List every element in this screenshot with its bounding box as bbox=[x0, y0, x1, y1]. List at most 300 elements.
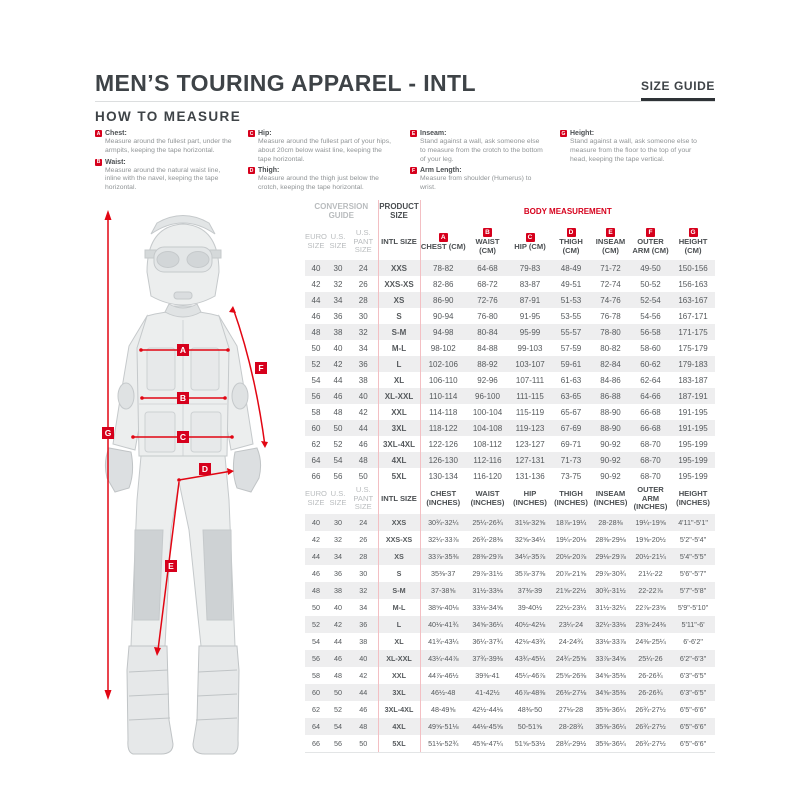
pants bbox=[131, 456, 235, 646]
table-cell: 58 bbox=[312, 671, 320, 680]
table-cell: 48 bbox=[305, 582, 327, 599]
table-cell: 46 bbox=[327, 650, 349, 667]
table-cell: 88-92 bbox=[466, 356, 509, 372]
table-cell: 24 bbox=[349, 514, 378, 531]
table-cell: 48 bbox=[334, 671, 342, 680]
measure-name: Waist: bbox=[105, 158, 126, 166]
column-header: U.S. PANT SIZE bbox=[353, 227, 374, 255]
table-cell: 103-107 bbox=[509, 356, 551, 372]
column-header: HIP (INCHES) bbox=[513, 489, 547, 507]
table-cell: 20½-21¼ bbox=[630, 548, 671, 565]
table-cell: 114-118 bbox=[429, 407, 458, 417]
table-cell: 44⅛-45⅝ bbox=[466, 718, 509, 735]
table-cell: 29⅛-29⅞ bbox=[591, 548, 630, 565]
column-header: INTL SIZE bbox=[378, 224, 420, 260]
measure-instruction-head bbox=[248, 167, 394, 174]
table-cell: 23⅝-24⅜ bbox=[630, 616, 671, 633]
letter-badge: A bbox=[96, 130, 101, 137]
column-letter-badge: E bbox=[606, 228, 615, 237]
how-to-measure-instructions bbox=[95, 130, 720, 196]
measure-instruction-head bbox=[95, 159, 232, 166]
table-cell: 80-82 bbox=[600, 343, 621, 353]
table-cell: 19⅝-20½ bbox=[635, 535, 666, 544]
column-letter-badge: B bbox=[483, 228, 492, 237]
table-cell: 90-92 bbox=[600, 471, 621, 481]
table-cell: 111-115 bbox=[509, 388, 551, 404]
table-cell: 32⅝-34¼ bbox=[514, 535, 546, 544]
table-cell: 33⅞-34⅝ bbox=[591, 650, 630, 667]
table-cell: 88-90 bbox=[600, 407, 621, 417]
table-row bbox=[305, 531, 715, 548]
table-cell: 29⅞-31½ bbox=[472, 569, 503, 578]
table-cell: 37⅜-39 bbox=[509, 582, 551, 599]
htm-column-2 bbox=[410, 130, 560, 196]
table-cell: 36 bbox=[333, 311, 343, 321]
table-cell: 54-56 bbox=[640, 311, 661, 321]
table-cell: 38 bbox=[358, 375, 368, 385]
table-cell: XXL bbox=[378, 404, 420, 420]
table-cell: 64-68 bbox=[466, 260, 509, 276]
measure-instruction-head bbox=[560, 130, 704, 137]
table-cell: 5'9"-5'10" bbox=[677, 603, 709, 612]
measure-name: Thigh: bbox=[258, 167, 280, 175]
table-cell: 48-49 bbox=[551, 260, 591, 276]
table-cell: 102-106 bbox=[420, 356, 466, 372]
table-cell: 36 bbox=[349, 616, 378, 633]
table-cell: 62 bbox=[311, 439, 321, 449]
table-cell: 42 bbox=[312, 535, 320, 544]
table-cell: 131-136 bbox=[515, 471, 545, 481]
table-cell: 3XL bbox=[378, 420, 420, 436]
table-cell: 96-100 bbox=[466, 388, 509, 404]
table-cell: 59-61 bbox=[551, 356, 591, 372]
table-cell: 63-65 bbox=[551, 388, 591, 404]
table-cell: 45⅝-47¼ bbox=[466, 735, 509, 753]
table-cell: 54 bbox=[327, 718, 349, 735]
table-cell: 28⅜-29⅞ bbox=[466, 548, 509, 565]
measure-instruction-head bbox=[248, 130, 394, 137]
table-cell: 6'2"-6'3" bbox=[671, 650, 715, 667]
letter-badge: F bbox=[411, 167, 416, 174]
size-guide-tab bbox=[641, 79, 715, 101]
table-cell: XXS-XS bbox=[378, 276, 420, 292]
table-cell: 19¼-20⅛ bbox=[555, 535, 587, 544]
table-cell: 3XL bbox=[378, 684, 420, 701]
measure-description: Measure around the fullest part, under the armpits, keeping the tape horizontal. bbox=[105, 138, 232, 154]
svg-text:C: C bbox=[179, 432, 187, 442]
table-cell: 53-55 bbox=[560, 311, 582, 321]
measure-description: Stand against a wall, ask someone else to measure from the crotch to the bottom of your leg. bbox=[420, 138, 543, 163]
measure-instruction bbox=[95, 130, 248, 156]
table-cell: 156-163 bbox=[678, 279, 708, 289]
body-measurement-header: BODY MEASUREMENT bbox=[523, 206, 612, 216]
table-cell: 54 bbox=[311, 375, 321, 385]
measurement-figure bbox=[95, 200, 295, 760]
table-cell: 26-26¾ bbox=[638, 671, 663, 680]
letter-badge: D bbox=[249, 167, 254, 174]
table-cell: 3XL-4XL bbox=[378, 701, 420, 718]
table-cell: 40 bbox=[349, 650, 378, 667]
table-cell: 24⅜-25¼ bbox=[635, 637, 666, 646]
table-cell: S bbox=[378, 565, 420, 582]
table-cell: 130-134 bbox=[428, 471, 458, 481]
table-cell: 28 bbox=[349, 292, 378, 308]
table-cell: 6'3"-6'5" bbox=[671, 684, 715, 701]
table-cell: 92-96 bbox=[477, 375, 498, 385]
table-cell: M-L bbox=[378, 340, 420, 356]
table-cell: 49-50 bbox=[630, 260, 671, 276]
table-cell: M-L bbox=[378, 599, 420, 616]
column-letter-badge: D bbox=[567, 228, 576, 237]
table-cell: 118-122 bbox=[420, 420, 466, 436]
table-cell: 54 bbox=[312, 637, 320, 646]
table-cell: S-M bbox=[378, 582, 420, 599]
table-cell: 5'4"-5'5" bbox=[671, 548, 715, 565]
table-cell: XL bbox=[378, 633, 420, 650]
table-cell: 66 bbox=[311, 471, 321, 481]
table-cell: 69-71 bbox=[560, 439, 582, 449]
table-cell: 31½-33⅛ bbox=[466, 582, 509, 599]
table-cell: 48⅜-50 bbox=[517, 705, 543, 714]
column-header: D THIGH (CM) bbox=[559, 229, 583, 256]
column-letter-badge: G bbox=[690, 229, 696, 237]
table-row bbox=[305, 599, 715, 616]
table-cell: 23¼-24 bbox=[551, 616, 591, 633]
letter-badge: G bbox=[561, 130, 566, 137]
measure-instruction-head bbox=[410, 167, 544, 174]
table-cell: 191-195 bbox=[678, 407, 708, 417]
measure-description: Measure around the fullest part of your hips, about 20cm below waist line, keeping the tape horizontal. bbox=[258, 138, 391, 163]
table-cell: 29⅞-30¾ bbox=[595, 569, 626, 578]
table-cell: XL-XXL bbox=[378, 388, 420, 404]
table-cell: 44 bbox=[333, 375, 343, 385]
table-cell: 71-72 bbox=[591, 260, 630, 276]
table-cell: 34 bbox=[359, 603, 368, 612]
table-cell: 26¾-28⅜ bbox=[472, 535, 503, 544]
table-cell: 119-123 bbox=[509, 420, 551, 436]
measure-instruction bbox=[248, 130, 410, 164]
svg-text:E: E bbox=[168, 561, 174, 571]
table-cell: 123-127 bbox=[515, 439, 545, 449]
table-cell: L bbox=[378, 356, 420, 372]
table-cell: 100-104 bbox=[472, 407, 503, 417]
table-cell: 6'5"-6'6" bbox=[671, 718, 715, 735]
table-cell: 28-28¾ bbox=[551, 718, 591, 735]
boots bbox=[127, 646, 239, 754]
table-cell: 6'5"-6'6" bbox=[671, 735, 715, 753]
column-header: INTL SIZE bbox=[378, 484, 420, 514]
table-cell: L bbox=[378, 616, 420, 633]
table-cell: 40 bbox=[333, 343, 343, 353]
column-letter-badge: C bbox=[526, 233, 535, 242]
table-cell: 44 bbox=[334, 637, 342, 646]
table-cell: 30 bbox=[327, 514, 349, 531]
column-header: B WAIST (CM) bbox=[475, 229, 500, 256]
table-cell: 39⅜-41 bbox=[475, 671, 500, 680]
table-cell: 3XL-4XL bbox=[378, 436, 420, 452]
table-row bbox=[305, 420, 715, 436]
table-cell: XXS-XS bbox=[378, 531, 420, 548]
table-cell: 126-130 bbox=[420, 452, 466, 468]
table-row bbox=[305, 718, 715, 735]
table-cell: 80-84 bbox=[466, 324, 509, 340]
measure-instruction bbox=[95, 159, 248, 193]
table-cell: 35⅜-36¼ bbox=[591, 735, 630, 753]
table-cell: 5'2"-5'4" bbox=[679, 535, 707, 544]
table-cell: 54 bbox=[327, 452, 349, 468]
table-cell: 26-26¾ bbox=[630, 684, 671, 701]
measure-instruction bbox=[410, 167, 560, 193]
table-cell: 56 bbox=[305, 388, 327, 404]
table-cell: 31½-32¼ bbox=[595, 603, 626, 612]
table-cell: 44⅞-46½ bbox=[428, 671, 459, 680]
column-header: U.S. SIZE bbox=[329, 489, 347, 507]
table-cell: 68-70 bbox=[640, 471, 661, 481]
table-cell: 40½-42⅛ bbox=[509, 616, 551, 633]
table-row bbox=[305, 324, 715, 340]
table-cell: 66 bbox=[305, 735, 327, 753]
table-row bbox=[305, 292, 715, 308]
letter-badge: B bbox=[96, 159, 101, 166]
column-header: E INSEAM (CM) bbox=[595, 229, 626, 256]
measure-description: Measure around the natural waist line, inline with the navel, keeping the tape horizontal. bbox=[105, 166, 221, 192]
table-cell: 64 bbox=[305, 452, 327, 468]
table-cell: 40 bbox=[334, 603, 342, 612]
table-cell: 82-86 bbox=[433, 279, 454, 289]
table-row bbox=[305, 404, 715, 420]
table-cell: 42½-44⅛ bbox=[472, 705, 503, 714]
table-cell: 35⅜-36¼ bbox=[595, 705, 626, 714]
table-cell: 52 bbox=[333, 439, 343, 449]
table-cell: 51-53 bbox=[551, 292, 591, 308]
table-cell: 107-111 bbox=[515, 375, 545, 385]
table-cell: 38⅝-40⅛ bbox=[428, 603, 459, 612]
table-cell: 33⅛-34⅝ bbox=[472, 603, 503, 612]
table-cell: 64 bbox=[305, 718, 327, 735]
column-header: HEIGHT (INCHES) bbox=[676, 489, 710, 507]
table-row bbox=[305, 616, 715, 633]
measure-instruction-head bbox=[410, 130, 544, 137]
table-cell: 20⅞-21⅝ bbox=[555, 569, 587, 578]
table-cell: 24 bbox=[349, 260, 378, 276]
measure-description: Measure from shoulder (Humerus) to wrist. bbox=[420, 175, 532, 192]
table-cell: 6'3"-6'5" bbox=[679, 671, 707, 680]
table-cell: 68-70 bbox=[640, 439, 661, 449]
table-cell: 56 bbox=[305, 650, 327, 667]
table-cell: 46 bbox=[327, 388, 349, 404]
table-cell: 43¼-44⅞ bbox=[420, 650, 466, 667]
table-cell: 22⅞-23⅝ bbox=[635, 603, 666, 612]
table-cell: 42 bbox=[358, 407, 368, 417]
table-cell: 24-24¾ bbox=[558, 637, 584, 646]
table-group-header-row bbox=[305, 200, 715, 224]
table-cell: XS bbox=[378, 548, 420, 565]
how-to-measure-heading: HOW TO MEASURE bbox=[95, 109, 242, 124]
table-cell: 91-95 bbox=[519, 311, 541, 321]
table-cell: 5'6"-5'7" bbox=[679, 569, 707, 578]
table-cell: 32¼-33⅛ bbox=[591, 616, 630, 633]
table-cell: 67-69 bbox=[551, 420, 591, 436]
table-cell: 37-38⅝ bbox=[420, 582, 466, 599]
table-cell: 195-199 bbox=[671, 452, 715, 468]
table-cell: 6'5"-6'6" bbox=[679, 705, 707, 714]
table-cell: 26⅜-27⅛ bbox=[551, 684, 591, 701]
table-row bbox=[305, 701, 715, 718]
table-cell: 62-64 bbox=[640, 375, 661, 385]
table-cell: S-M bbox=[378, 324, 420, 340]
table-cell: 64-66 bbox=[630, 388, 671, 404]
size-table-head bbox=[305, 200, 715, 224]
table-cell: 76-78 bbox=[600, 311, 621, 321]
table-cell: 44 bbox=[349, 684, 378, 701]
table-cell: 50-52 bbox=[640, 279, 661, 289]
measure-name: Arm Length: bbox=[420, 167, 462, 175]
measure-name: Chest: bbox=[105, 130, 127, 137]
table-cell: 71-73 bbox=[551, 452, 591, 468]
table-cell: 33⅛-33⅞ bbox=[595, 637, 626, 646]
table-cell: 90-92 bbox=[600, 439, 621, 449]
table-cell: 56 bbox=[327, 735, 349, 753]
table-cell: 50 bbox=[349, 735, 378, 753]
column-header: A CHEST (CM) bbox=[420, 233, 466, 251]
table-cell: 61-63 bbox=[560, 375, 582, 385]
table-cell: 30 bbox=[358, 311, 368, 321]
table-cell: 26¾-27½ bbox=[630, 718, 671, 735]
table-cell: 90-92 bbox=[591, 452, 630, 468]
table-cell: 21¼-22 bbox=[638, 569, 663, 578]
measure-description: Measure around the thigh just below the crotch, keeping the tape horizontal. bbox=[258, 175, 379, 192]
table-cell: 46 bbox=[311, 311, 321, 321]
table-cell: 30 bbox=[327, 260, 349, 276]
table-cell: 35⅜-37 bbox=[431, 569, 456, 578]
page-title: MEN’S TOURING APPAREL - INTL bbox=[95, 70, 476, 96]
table-row bbox=[305, 372, 715, 388]
table-cell: 48 bbox=[333, 407, 343, 417]
table-cell: 34¼-35⅞ bbox=[509, 548, 551, 565]
table-cell: 60 bbox=[305, 684, 327, 701]
table-cell: 56 bbox=[333, 471, 343, 481]
table-cell: 171-175 bbox=[671, 324, 715, 340]
column-header: OUTER ARM (INCHES) bbox=[633, 484, 668, 512]
table-cell: 30 bbox=[359, 569, 368, 578]
table-cell: 50-51⅝ bbox=[509, 718, 551, 735]
table-row bbox=[305, 308, 715, 324]
table-cell: 28-28⅜ bbox=[591, 514, 630, 531]
letter-badge: E bbox=[411, 130, 416, 137]
table-cell: 37¾-39⅜ bbox=[466, 650, 509, 667]
table-cell: 57-59 bbox=[560, 343, 582, 353]
table-cell: 40 bbox=[305, 260, 327, 276]
table-cell: S bbox=[378, 308, 420, 324]
table-cell: 55-57 bbox=[551, 324, 591, 340]
table-cell: 43¾-45¼ bbox=[509, 650, 551, 667]
table-cell: 46 bbox=[312, 569, 320, 578]
table-cell: 95-99 bbox=[509, 324, 551, 340]
table-cell: XS bbox=[378, 292, 420, 308]
column-header: C HIP (CM) bbox=[514, 233, 546, 251]
figure-label-waist bbox=[177, 392, 189, 404]
table-cell: 84-88 bbox=[477, 343, 498, 353]
table-cell: 78-80 bbox=[591, 324, 630, 340]
column-letter-badge: A bbox=[439, 233, 448, 242]
table-row bbox=[305, 650, 715, 667]
table-cell: 5XL bbox=[378, 735, 420, 753]
table-row bbox=[305, 340, 715, 356]
table-row bbox=[305, 565, 715, 582]
table-cell: 46½-48 bbox=[420, 684, 466, 701]
table-cell: 34 bbox=[327, 548, 349, 565]
table-cell: 73-75 bbox=[560, 471, 582, 481]
table-cell: 60 bbox=[305, 420, 327, 436]
column-header: THIGH (INCHES) bbox=[554, 489, 588, 507]
table-cell: 74-76 bbox=[591, 292, 630, 308]
table-cell: 98-102 bbox=[430, 343, 456, 353]
table-cell: 179-183 bbox=[671, 356, 715, 372]
table-cell: 21⅝-22½ bbox=[551, 582, 591, 599]
table-cell: 44 bbox=[349, 420, 378, 436]
table-cell: 50 bbox=[358, 471, 368, 481]
table-cell: XXL bbox=[378, 667, 420, 684]
table-cell: 40 bbox=[305, 514, 327, 531]
table-row bbox=[305, 356, 715, 372]
table-cell: 86-90 bbox=[420, 292, 466, 308]
table-cell: 104-108 bbox=[466, 420, 509, 436]
figure-label-inseam bbox=[165, 560, 177, 572]
table-row bbox=[305, 548, 715, 565]
column-header: U.S. SIZE bbox=[329, 232, 347, 250]
table-cell: 44 bbox=[305, 292, 327, 308]
table-cell: 195-199 bbox=[678, 439, 708, 449]
figure-label-chest bbox=[177, 344, 189, 356]
table-cell: 76-80 bbox=[477, 311, 498, 321]
table-cell: 34 bbox=[327, 292, 349, 308]
table-cell: 45¼-46⅞ bbox=[514, 671, 546, 680]
table-cell: 167-171 bbox=[678, 311, 708, 321]
table-cell: 195-199 bbox=[678, 471, 708, 481]
htm-column-1 bbox=[248, 130, 410, 196]
column-header: INSEAM (INCHES) bbox=[593, 489, 628, 507]
table-cell: 38 bbox=[327, 582, 349, 599]
table-cell: 28⅜-29⅛ bbox=[595, 535, 626, 544]
size-guide-label: SIZE GUIDE bbox=[640, 79, 715, 93]
table-cell: 52 bbox=[305, 616, 327, 633]
size-table bbox=[305, 200, 715, 753]
table-cell: 27⅛-28 bbox=[558, 705, 584, 714]
measure-name: Inseam: bbox=[420, 130, 447, 137]
table-cell: 65-67 bbox=[560, 407, 582, 417]
table-cell: 116-120 bbox=[473, 471, 502, 481]
header-divider bbox=[95, 101, 715, 102]
table-cell: 4XL bbox=[378, 718, 420, 735]
table-cell: 112-116 bbox=[466, 452, 509, 468]
table-cell: 26¾-27½ bbox=[630, 735, 671, 753]
table-cell: 42⅛-43¾ bbox=[514, 637, 546, 646]
table-cell: 46 bbox=[358, 439, 368, 449]
table-cell: 41-42½ bbox=[466, 684, 509, 701]
table-cell: 88-90 bbox=[591, 420, 630, 436]
table-cell: 33⅞-35⅜ bbox=[420, 548, 466, 565]
measure-instruction bbox=[410, 130, 560, 164]
table-cell: 4'11"-5'1" bbox=[671, 514, 715, 531]
table-cell: 40⅛-41¾ bbox=[420, 616, 466, 633]
figure-label-arm bbox=[255, 362, 267, 374]
table-cell: XXS bbox=[378, 514, 420, 531]
measure-description: Stand against a wall, ask someone else to measure from the floor to the top of your head, keeping the tape vertical. bbox=[570, 138, 697, 163]
table-cell: 46⅞-48⅜ bbox=[509, 684, 551, 701]
table-row bbox=[305, 633, 715, 650]
table-cell: 49⅝-51⅛ bbox=[420, 718, 466, 735]
table-cell: 18⅞-19¼ bbox=[551, 514, 591, 531]
